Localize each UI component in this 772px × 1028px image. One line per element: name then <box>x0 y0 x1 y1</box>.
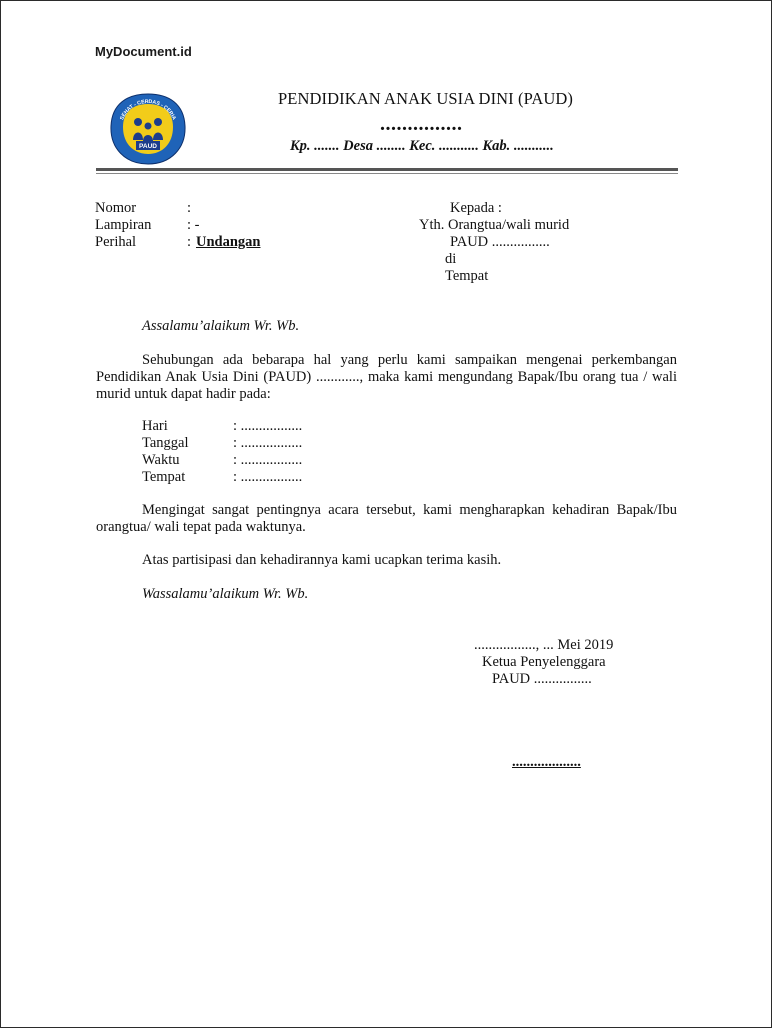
signature-role: Ketua Penyelenggara <box>482 654 606 670</box>
lampiran-label: Lampiran <box>95 217 152 233</box>
letterhead-name: ............... <box>380 113 463 135</box>
watermark: MyDocument.id <box>95 44 192 59</box>
detail-value-tanggal: : ................. <box>233 435 303 451</box>
paragraph-invitation: Sehubungan ada bebarapa hal yang perlu kami sampaikan mengenai perkembangan Pendidikan Anak Usia Dini (PAUD) ............, maka kami mengundang Bapak/Ibu orang tua / wali murid untuk dapat hadir pada: <box>96 352 677 402</box>
greeting: Assalamu’alaikum Wr. Wb. <box>142 318 300 334</box>
paragraph-thanks: Atas partisipasi dan kehadirannya kami ucapkan terima kasih. <box>142 552 502 568</box>
letterhead-rule <box>96 168 678 171</box>
perihal-colon: : <box>187 234 192 250</box>
detail-value-waktu: : ................. <box>233 452 303 468</box>
letterhead-address: Kp. ....... Desa ........ Kec. ........... Kab. ........... <box>290 138 554 154</box>
logo-label: PAUD <box>139 143 157 151</box>
nomor-label: Nomor <box>95 200 137 216</box>
recipient-paud: PAUD ................ <box>450 234 550 250</box>
signature-place-date: ................., ... Mei 2019 <box>474 637 614 653</box>
detail-label-hari: Hari <box>142 418 168 434</box>
detail-label-tanggal: Tanggal <box>142 435 189 451</box>
detail-label-tempat: Tempat <box>142 469 186 485</box>
signature-name: ................... <box>512 754 581 770</box>
recipient-tempat: Tempat <box>445 268 489 284</box>
perihal-label: Perihal <box>95 234 137 250</box>
letterhead-title: PENDIDIKAN ANAK USIA DINI (PAUD) <box>278 89 574 108</box>
detail-value-hari: : ................. <box>233 418 303 434</box>
nomor-value: : <box>187 200 192 216</box>
detail-label-waktu: Waktu <box>142 452 180 468</box>
recipient-kepada: Kepada : <box>450 200 502 216</box>
paud-logo <box>109 92 187 166</box>
paragraph-attendance: Mengingat sangat pentingnya acara tersebut, kami mengharapkan kehadiran Bapak/Ibu orangtua/ wali tepat pada waktunya. <box>96 502 677 535</box>
recipient-di: di <box>445 251 457 267</box>
detail-value-tempat: : ................. <box>233 469 303 485</box>
signature-org: PAUD ................ <box>492 671 592 687</box>
closing: Wassalamu’alaikum Wr. Wb. <box>142 586 309 602</box>
letterhead-rule-thin <box>96 173 678 174</box>
recipient-yth: Yth. Orangtua/wali murid <box>419 217 570 233</box>
perihal-value: Undangan <box>196 234 261 250</box>
lampiran-value: : - <box>187 217 200 233</box>
logo-ring-text: SEHAT - CERDAS - CERIA <box>119 98 177 122</box>
